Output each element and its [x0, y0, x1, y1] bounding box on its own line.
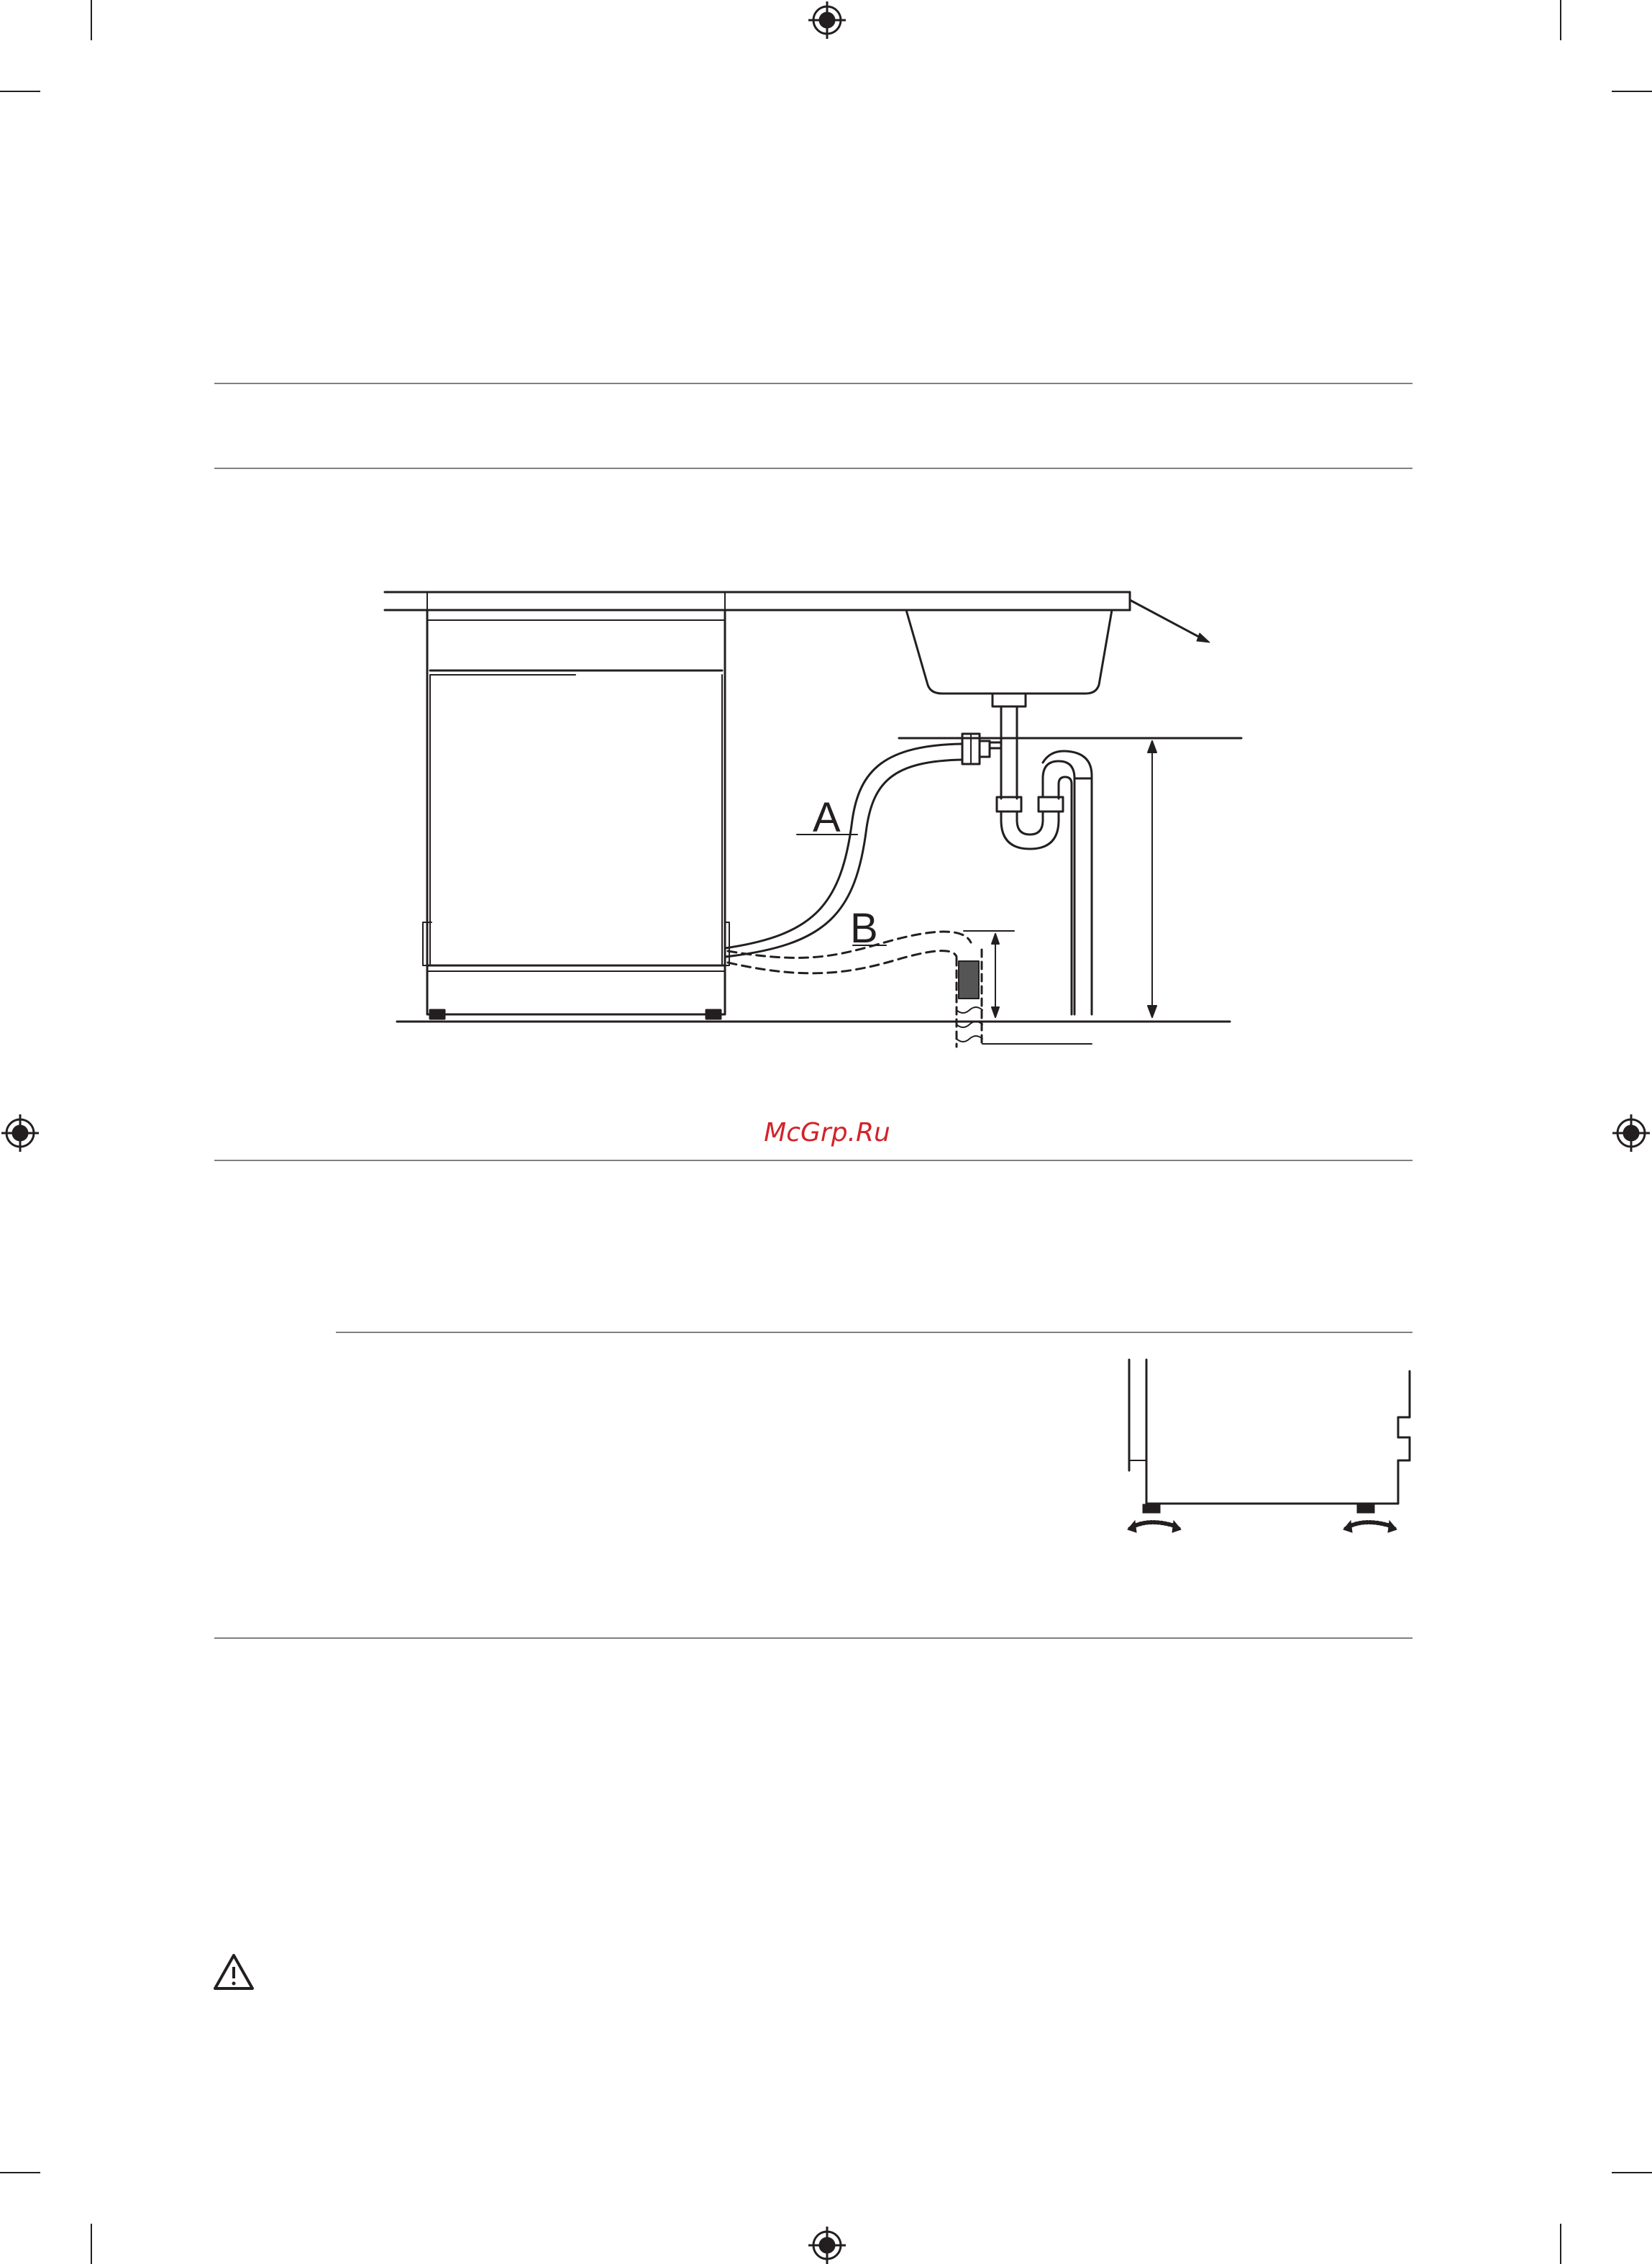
levelling-feet-diagram — [1128, 1360, 1410, 1532]
sink — [903, 610, 1115, 727]
hose-b — [728, 932, 971, 973]
countertop — [385, 592, 1210, 642]
hose-a — [725, 744, 962, 948]
dishwasher — [423, 610, 729, 1019]
standpipe-drain — [957, 950, 982, 1047]
hose-a-inner — [725, 760, 962, 957]
registration-mark-icon — [808, 1, 846, 39]
registration-mark-icon — [1, 1114, 39, 1152]
registration-mark-icon — [808, 2227, 846, 2264]
label-a: A — [813, 794, 841, 841]
label-b: B — [850, 905, 878, 952]
sink-siphon — [990, 727, 1092, 1014]
warning-triangle-icon — [215, 1955, 252, 1988]
registration-mark-icon — [1612, 1114, 1650, 1152]
dimension-lines — [899, 738, 1241, 1044]
watermark: McGrp.Ru — [764, 1118, 890, 1147]
section-rules — [214, 383, 1413, 1638]
